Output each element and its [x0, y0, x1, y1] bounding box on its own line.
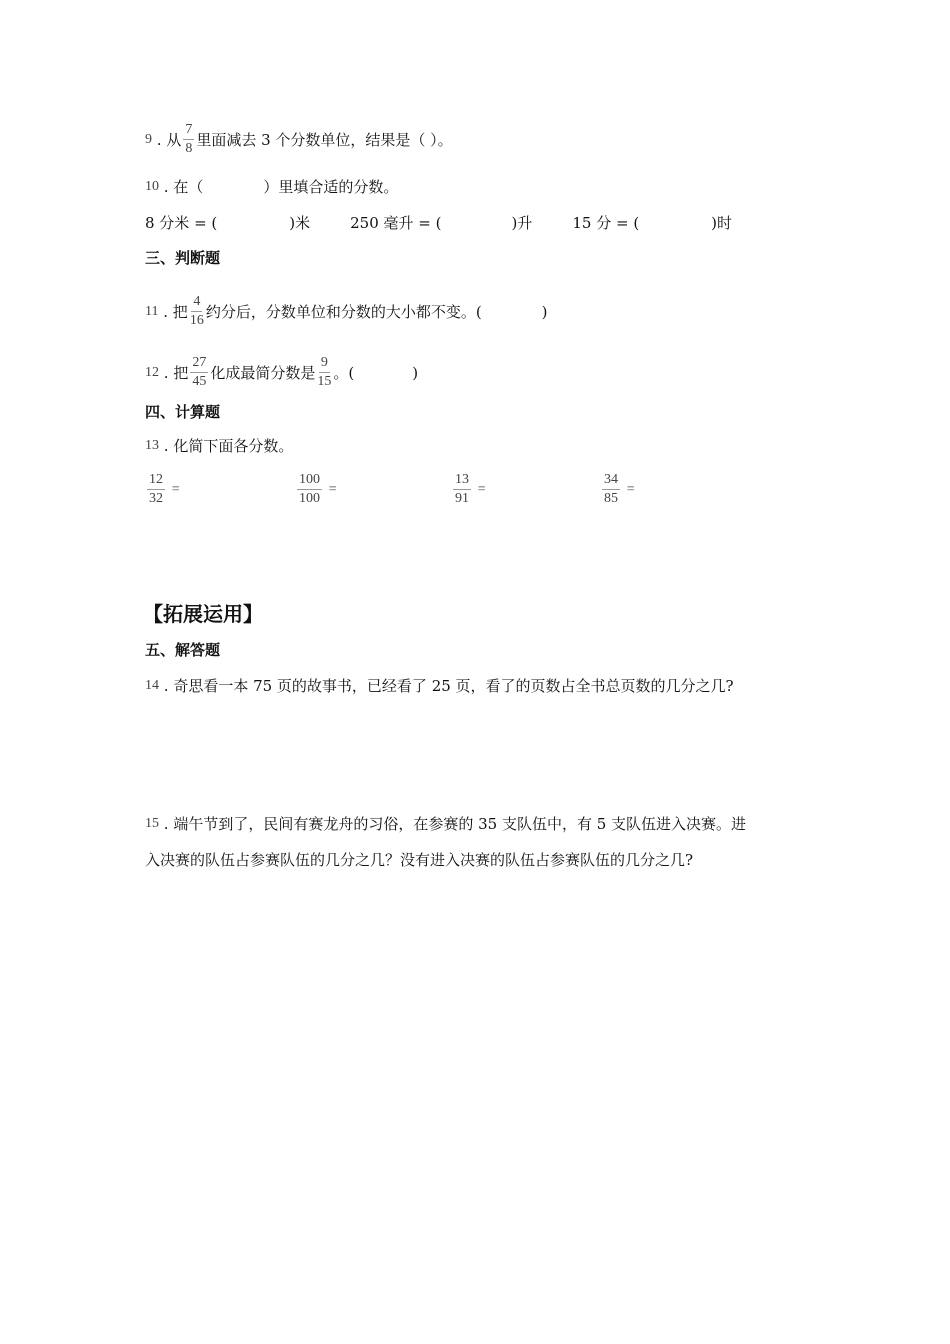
question-14: 14 . 奇思看一本 75 页的故事书，已经看了 25 页，看了的页数占全书总页数的几分之几? [145, 677, 734, 695]
question-12: 12 . 把 $\frac{27}{45}$ 化成最简分数是 $\frac{9}{15}$ 。( ) [145, 355, 419, 389]
simplify-item-3: $\frac{13}{91}$ = [455, 472, 486, 506]
q10-text-b: ）里填合适的分数。 [263, 178, 399, 196]
unit-blank-2-start: 250 毫升 = ( [350, 214, 442, 232]
question-number: 10 [145, 179, 159, 194]
q10-text-a: 在（ [173, 178, 204, 196]
unit-blank-3-start: 15 分 = ( [572, 214, 640, 232]
question-number: 12 [145, 364, 159, 380]
q12-text: 。( [333, 363, 355, 382]
q9-pre: 从 [166, 130, 182, 149]
question-15: 15 . 端午节到了，民间有赛龙舟的习俗，在参赛的 35 支队伍中，有 5 支队伍进入决赛。进 [145, 815, 747, 833]
q15-line-1: 端午节到了，民间有赛龙舟的习俗，在参赛的 35 支队伍中，有 5 支队伍进入决赛。进 [173, 815, 747, 833]
question-11: 11 . 把 $\frac{4}{16}$ 约分后，分数单位和分数的大小都不变。( ) [145, 294, 548, 328]
q9-text: 里面减去 3 个分数单位，结果是（ ）。 [196, 130, 453, 149]
fraction: $\frac{4}{16}$ [189, 294, 204, 328]
simplify-item-4: $\frac{34}{85}$ = [604, 472, 635, 506]
question-13: 13 . 化简下面各分数。 [145, 437, 294, 455]
question-number: 14 [145, 678, 159, 693]
q12-close: ) [412, 363, 419, 382]
question-number: 15 [145, 816, 159, 831]
simplify-item-2: $\frac{100}{100}$ = [299, 472, 337, 506]
q11-pre: 把 [172, 302, 188, 321]
unit-blank-1-start: 8 分米 = ( [145, 214, 218, 232]
section-heading-3: 三、判断题 [145, 249, 221, 267]
simplify-item-1: $\frac{12}{32}$ = [149, 472, 180, 506]
unit-blank-1-end: )米 [289, 214, 311, 232]
question-10: 10 . 在（ ）里填合适的分数。 [145, 178, 399, 196]
q14-text: 奇思看一本 75 页的故事书，已经看了 25 页，看了的页数占全书总页数的几分之几? [173, 677, 734, 695]
question-number: 9 [145, 131, 152, 147]
fraction: $\frac{9}{15}$ [317, 355, 332, 389]
q11-close: ) [541, 302, 548, 321]
unit-blank-3-end: )时 [711, 214, 733, 232]
fraction: $\frac{7}{8}$ [185, 122, 193, 156]
question-number: 13 [145, 438, 159, 453]
q10-units-line [145, 213, 732, 233]
section-heading-5: 五、解答题 [145, 641, 221, 659]
q12-pre: 把 [173, 363, 189, 382]
question-number: 11 [145, 303, 159, 319]
q12-mid: 化成最简分数是 [210, 363, 316, 382]
extension-title: 【拓展运用】 [143, 602, 263, 626]
q15-line-2: 入决赛的队伍占参赛队伍的几分之几？没有进入决赛的队伍占参赛队伍的几分之几? [145, 851, 694, 869]
question-9: 9 . 从 $\frac{7}{8}$ 里面减去 3 个分数单位，结果是（ ）。 [145, 122, 453, 156]
fraction: $\frac{27}{45}$ [192, 355, 207, 389]
q11-text: 约分后，分数单位和分数的大小都不变。( [205, 302, 482, 321]
q13-text: 化简下面各分数。 [173, 437, 294, 455]
unit-blank-2-end: )升 [511, 214, 533, 232]
section-heading-4: 四、计算题 [145, 403, 221, 421]
